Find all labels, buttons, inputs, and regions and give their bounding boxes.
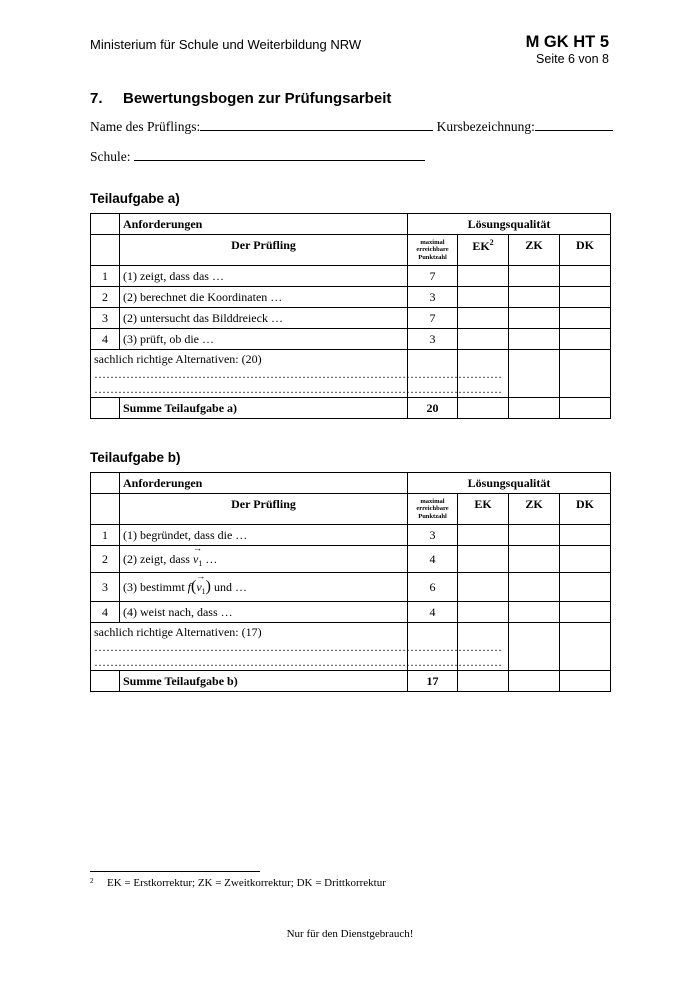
quality-header: Lösungsqualität (408, 214, 611, 235)
ek-score-cell[interactable] (458, 546, 509, 573)
name-course-line (90, 118, 613, 135)
dk-score-cell[interactable] (560, 602, 611, 623)
sum-row (91, 671, 611, 692)
ek-score-cell[interactable] (458, 525, 509, 546)
zk-score-cell[interactable] (509, 623, 560, 671)
zk-score-cell[interactable] (509, 308, 560, 329)
dk-score-cell[interactable] (560, 266, 611, 287)
dk-score-cell[interactable] (560, 573, 611, 602)
table-row: 3 (2) untersucht das Bilddreieck … 7 (91, 308, 611, 329)
examinee-header: Der Prüfling (120, 494, 408, 525)
alternatives-row (91, 350, 611, 398)
section-title-text: Bewertungsbogen zur Prüfungsarbeit (123, 90, 392, 107)
table-row: 1 (1) zeigt, dass das … 7 (91, 266, 611, 287)
table-row: 4 (3) prüft, ob die … 3 (91, 329, 611, 350)
part-a-title: Teilaufgabe a) (90, 191, 180, 206)
zk-score-cell[interactable] (509, 350, 560, 398)
quality-header: Lösungsqualität (408, 473, 611, 494)
course-field[interactable] (535, 118, 613, 131)
vector-v1: → $v_1$ (196, 580, 205, 595)
dk-score-cell[interactable] (560, 525, 611, 546)
zk-header: ZK (509, 235, 560, 266)
zk-score-cell[interactable] (509, 329, 560, 350)
zk-header: ZK (509, 494, 560, 525)
ek-score-cell[interactable] (458, 308, 509, 329)
zk-score-cell[interactable] (509, 266, 560, 287)
zk-score-cell[interactable] (509, 602, 560, 623)
alternatives-row (91, 623, 611, 671)
examinee-header: Der Prüfling (120, 235, 408, 266)
dk-score-cell[interactable] (560, 398, 611, 419)
section-title (90, 90, 391, 107)
dk-score-cell[interactable] (560, 546, 611, 573)
dk-header: DK (560, 494, 611, 525)
vector-v1: → $v_1$ (193, 552, 202, 567)
sum-value: 20 (408, 398, 458, 419)
table-row: 2 (2) zeigt, dass → $v_1$ … 4 (91, 546, 611, 573)
zk-score-cell[interactable] (509, 573, 560, 602)
sum-label: Summe Teilaufgabe a) (120, 398, 408, 419)
requirement-text: (3) bestimmt $f(\to v_1)$ und … (120, 573, 408, 602)
ek-score-cell[interactable] (458, 573, 509, 602)
footnote-divider (90, 871, 260, 872)
assessment-table-b (90, 472, 611, 692)
ek-score-cell[interactable] (458, 287, 509, 308)
part-b-title: Teilaufgabe b) (90, 450, 181, 465)
dk-score-cell[interactable] (560, 350, 611, 398)
school-label: Schule: (90, 149, 131, 164)
max-points-header: maximal erreichbare Punktzahl (408, 235, 458, 266)
name-field[interactable] (200, 118, 433, 131)
footnote-ref: 2 (489, 238, 494, 247)
requirement-text: (2) zeigt, dass → $v_1$ … (120, 546, 408, 573)
function-f: f (187, 580, 192, 594)
requirements-header: Anforderungen (120, 214, 408, 235)
sum-label: Summe Teilaufgabe b) (120, 671, 408, 692)
sum-row (91, 398, 611, 419)
page-footer: Nur für den Dienstgebrauch! (286, 928, 414, 940)
sum-value: 17 (408, 671, 458, 692)
school-line (90, 148, 425, 165)
requirements-header: Anforderungen (120, 473, 408, 494)
exam-code: M GK HT 5 (525, 33, 609, 51)
course-label: Kursbezeichnung: (436, 119, 535, 134)
footnote-text: EK = Erstkorrektur; ZK = Zweitkorrektur; DK = Drittkorrektur (107, 877, 386, 889)
zk-score-cell[interactable] (509, 398, 560, 419)
dk-score-cell[interactable] (560, 623, 611, 671)
dk-score-cell[interactable] (560, 671, 611, 692)
dk-header: DK (560, 235, 611, 266)
table-row: 4 (4) weist nach, dass … 4 (91, 602, 611, 623)
assessment-table-a (90, 213, 611, 419)
ek-score-cell[interactable] (458, 266, 509, 287)
ek-header: $EK^2$ (458, 235, 509, 266)
table-row: 3 (3) bestimmt $f(\to v_1)$ und … 6 (91, 573, 611, 602)
max-points-header: maximal erreichbare Punktzahl (408, 494, 458, 525)
page-number: Seite 6 von 8 (536, 52, 609, 66)
ek-score-cell[interactable] (458, 398, 509, 419)
zk-score-cell[interactable] (509, 546, 560, 573)
section-number: 7. (90, 90, 103, 107)
footnote-mark: 2 (90, 877, 94, 885)
zk-score-cell[interactable] (509, 287, 560, 308)
footnote (90, 877, 386, 889)
alternatives-cell: sachlich richtige Alternativen: (20) ………………………………………………………………………………………… ………………………………………………………………………………………… (91, 350, 408, 398)
school-field[interactable] (134, 148, 425, 161)
ek-score-cell[interactable] (458, 329, 509, 350)
ek-header: EK (458, 494, 509, 525)
dk-score-cell[interactable] (560, 308, 611, 329)
zk-score-cell[interactable] (509, 671, 560, 692)
ek-score-cell[interactable] (458, 602, 509, 623)
dk-score-cell[interactable] (560, 287, 611, 308)
zk-score-cell[interactable] (509, 525, 560, 546)
table-row: 2 (2) berechnet die Koordinaten … 3 (91, 287, 611, 308)
ek-score-cell[interactable] (458, 671, 509, 692)
alternatives-cell: sachlich richtige Alternativen: (17) ………………………………………………………………………………………… ………………………………………………………………………………………… (91, 623, 408, 671)
table-row: 1 (1) begründet, dass die … 3 (91, 525, 611, 546)
dk-score-cell[interactable] (560, 329, 611, 350)
name-label: Name des Prüflings: (90, 119, 201, 134)
ministry-name: Ministerium für Schule und Weiterbildung NRW (90, 37, 362, 52)
